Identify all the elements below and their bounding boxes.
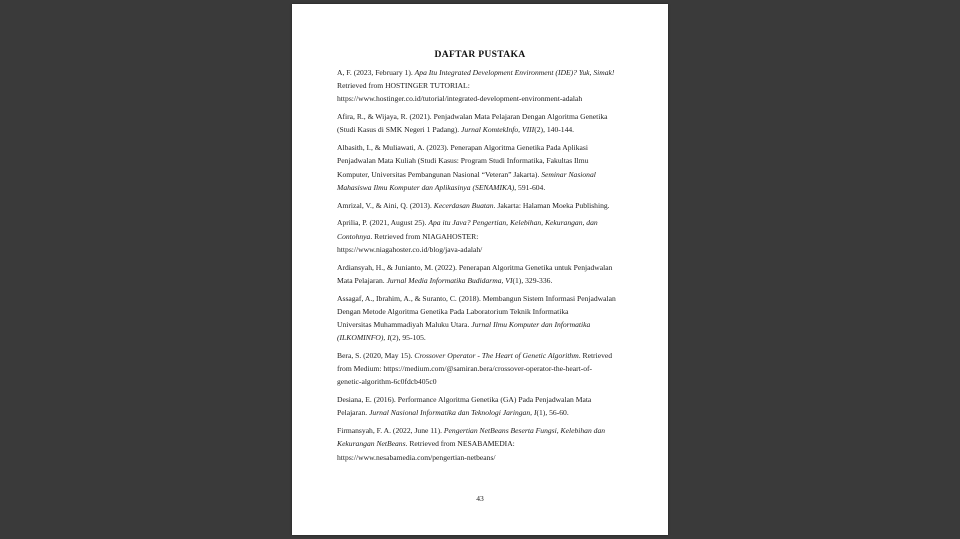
reference-entry [337, 393, 624, 419]
reference-text: (2), 95-105. [389, 333, 426, 343]
reference-text: (1), 56-60. [536, 408, 569, 418]
reference-italic-text: Pengertian NetBeans Beserta Fungsi, Kelebihan dan [443, 426, 606, 436]
reference-text: Jakarta: Halaman Moeka Publishing. [495, 200, 610, 210]
reference-list [337, 66, 624, 468]
reference-italic-text: Crossover Operator - The Heart of Genetic Algorithm [414, 351, 579, 361]
reference-text: (1), 329-336. [512, 275, 553, 285]
reference-line [337, 110, 624, 123]
reference-line [337, 181, 624, 194]
reference-text: Desiana, E. (2016). Performance Algoritma Genetika (GA) Pada Penjadwalan Mata [337, 395, 592, 405]
reference-line [337, 393, 624, 406]
reference-line [337, 318, 624, 331]
reference-line [337, 141, 624, 154]
reference-italic-text: Jurnal Media Informatika Budidarma, VI [386, 275, 513, 285]
reference-line [337, 79, 624, 92]
reference-italic-text: Apa itu Java? Pengertian, Kelebihan, Kekurangan, dan [428, 218, 598, 228]
reference-text: Komputer, Universitas Pembangunan Nasional “Veteran” Jakarta). [337, 169, 542, 179]
reference-entry [337, 424, 624, 464]
reference-line [337, 451, 624, 464]
reference-line [337, 274, 624, 287]
page-number: 43 [476, 494, 484, 503]
reference-italic-text: Seminar Nasional [541, 169, 596, 179]
reference-line [337, 362, 624, 375]
reference-line [337, 243, 624, 256]
reference-line [337, 292, 624, 305]
reference-text: from Medium: https://medium.com/@samiran.bera/crossover-operator-the-heart-of- [337, 364, 593, 374]
reference-text: Albasith, I., & Muliawati, A. (2023). Penerapan Algoritma Genetika Pada Aplikasi [337, 143, 588, 153]
reference-text: (Studi Kasus di SMK Negeri 1 Padang). [337, 125, 462, 135]
reference-text: https://www.nesabamedia.com/pengertian-netbeans/ [337, 452, 496, 462]
reference-text: (2), 140-144. [534, 125, 575, 135]
reference-line [337, 230, 624, 243]
reference-text: Dengan Metode Algoritma Genetika Pada Laboratorium Teknik Informatika [337, 306, 569, 316]
reference-italic-text: Kekurangan NetBeans [337, 439, 406, 449]
reference-text: Universitas Muhammadiyah Maluku Utara. [337, 320, 472, 330]
reference-entry [337, 141, 624, 194]
reference-line [337, 123, 624, 136]
reference-text: https://www.niagahoster.co.id/blog/java-adalah/ [337, 244, 483, 254]
reference-entry [337, 216, 624, 256]
reference-text: Aprilia, P. (2021, August 25). [337, 218, 429, 228]
reference-line [337, 305, 624, 318]
reference-text: . Retrieved from NIAGAHOSTER: [370, 231, 479, 241]
reference-text: genetic-algorithm-6c0fdcb405c0 [337, 377, 437, 387]
reference-italic-text: Jurnal Ilmu Komputer dan Informatika [471, 320, 591, 330]
reference-italic-text: Mahasiswa Ilmu Komputer dan Aplikasinya (SENAMIKA) [337, 182, 515, 192]
reference-text: Firmansyah, F. A. (2022, June 11). [337, 426, 444, 436]
reference-text: Afira, R., & Wijaya, R. (2021). Penjadwalan Mata Pelajaran Dengan Algoritma Genetika [337, 112, 608, 122]
reference-text: A, F. (2023, February 1). [337, 68, 415, 77]
reference-entry [337, 66, 624, 106]
page-title: DAFTAR PUSTAKA [434, 49, 526, 60]
reference-line [337, 199, 624, 212]
reference-text: . Retrieved from NESABAMEDIA: [405, 439, 515, 449]
reference-line [337, 437, 624, 450]
reference-text: , 591-604. [514, 182, 546, 192]
reference-text: Amrizal, V., & Aini, Q. (2013). [337, 200, 434, 210]
reference-italic-text: Apa Itu Integrated Development Environment (IDE)? Yuk, Simak! [414, 68, 615, 77]
reference-entry [337, 110, 624, 136]
reference-line [337, 168, 624, 181]
reference-text: Ardiansyah, H., & Junianto, M. (2022). Penerapan Algoritma Genetika untuk Penjadwalan [337, 262, 613, 272]
reference-text: https://www.hostinger.co.id/tutorial/integrated-development-environment-adalah [337, 94, 583, 104]
reference-line [337, 375, 624, 388]
reference-italic-text: Kecerdasan Buatan. [433, 200, 496, 210]
reference-line [337, 154, 624, 167]
reference-italic-text: Jurnal KomtekInfo, VIII [461, 125, 535, 135]
reference-text: Assagaf, A., Ibrahim, A., & Suranto, C. (2018). Membangun Sistem Informasi Penjadwalan [337, 293, 616, 303]
reference-line [337, 92, 624, 105]
reference-line [337, 349, 624, 362]
reference-italic-text: Jurnal Nasional Informatika dan Teknologi Jaringan, I [369, 408, 537, 418]
reference-text: Mata Pelajaran. [337, 275, 387, 285]
reference-italic-text: Contohnya [337, 231, 371, 241]
reference-line [337, 406, 624, 419]
reference-text: Pelajaran. [337, 408, 370, 418]
reference-entry [337, 199, 624, 212]
reference-line [337, 424, 624, 437]
reference-text: Penjadwalan Mata Kuliah (Studi Kasus: Program Studi Informatika, Fakultas Ilmu [337, 156, 589, 166]
reference-text: Bera, S. (2020, May 15). [337, 351, 415, 361]
reference-entry [337, 349, 624, 389]
reference-line [337, 216, 624, 229]
document-page [292, 4, 668, 535]
reference-line [337, 66, 624, 79]
reference-text: Retrieved from HOSTINGER TUTORIAL: [337, 81, 470, 91]
reference-italic-text: (ILKOMINFO), I [337, 333, 390, 343]
reference-entry [337, 261, 624, 287]
reference-entry [337, 292, 624, 345]
reference-line [337, 261, 624, 274]
reference-text: . Retrieved [578, 351, 613, 361]
reference-line [337, 331, 624, 344]
